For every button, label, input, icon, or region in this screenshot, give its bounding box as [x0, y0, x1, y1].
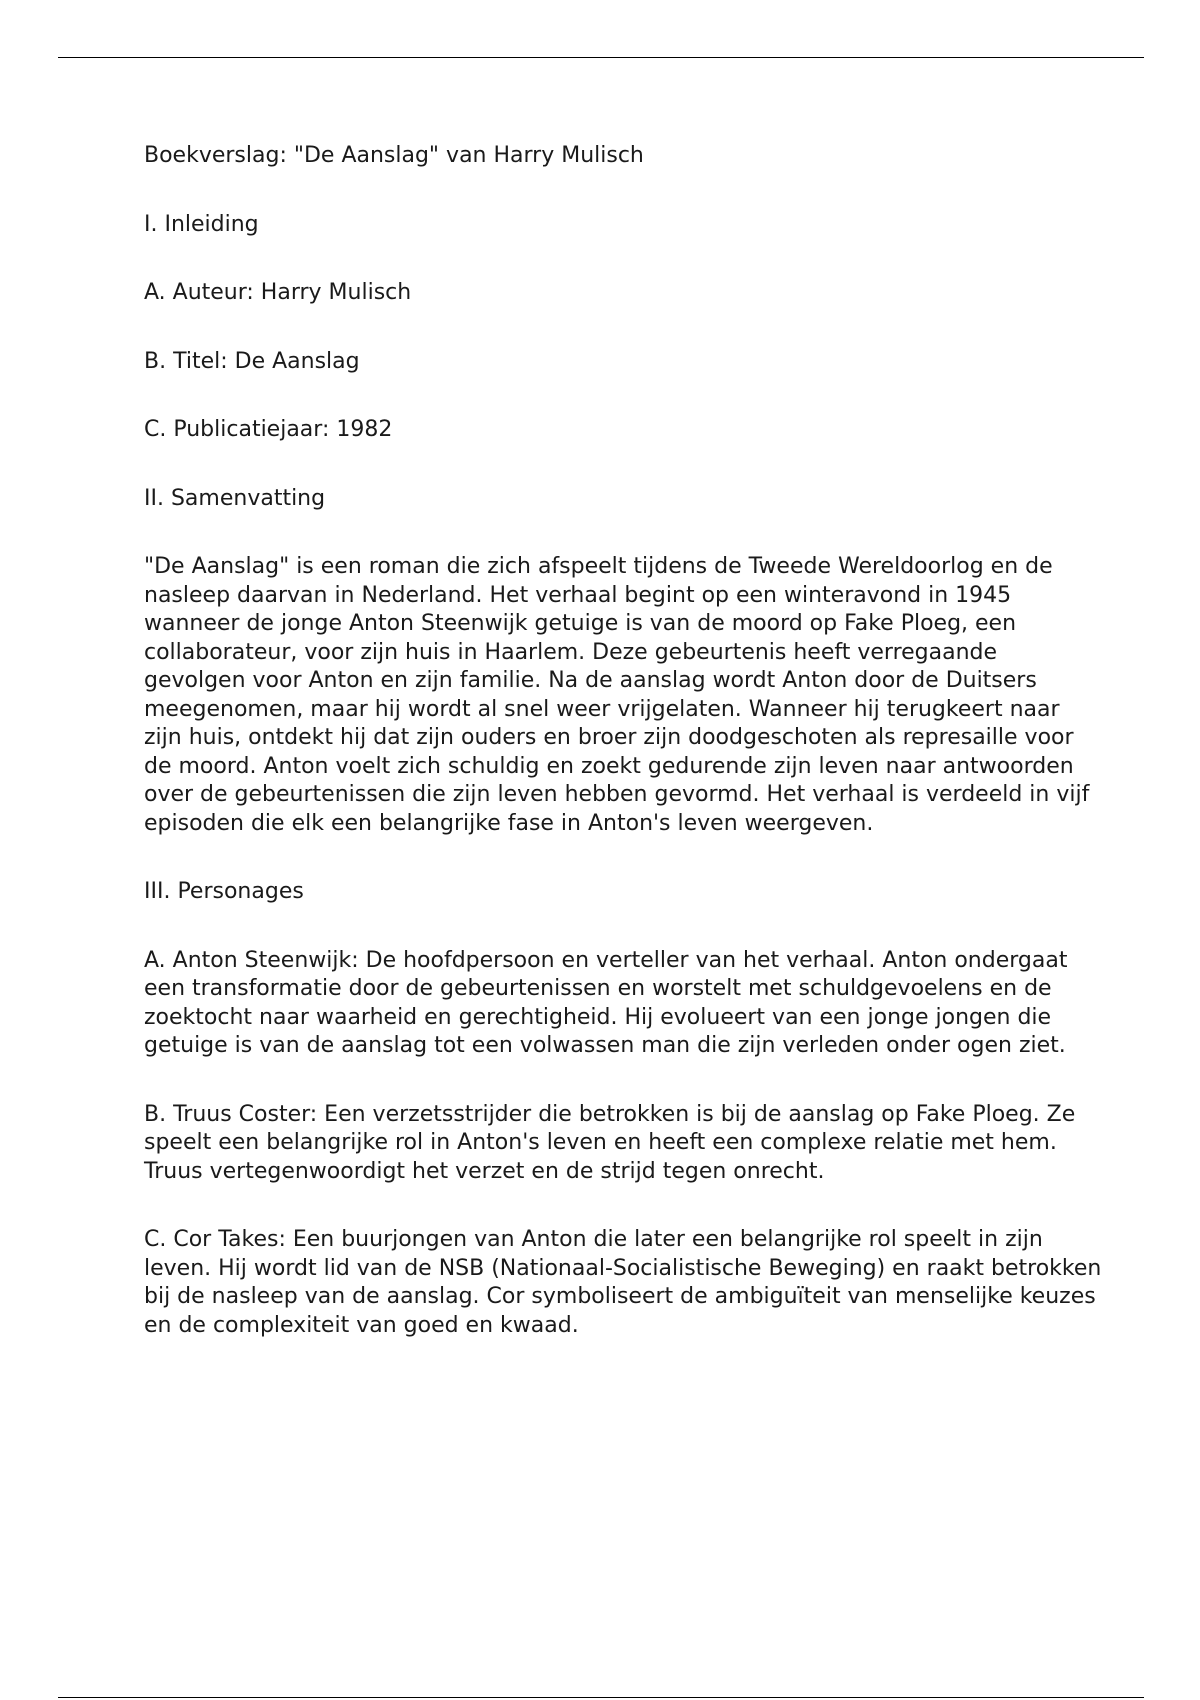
intro-title: B. Titel: De Aanslag — [144, 348, 360, 374]
top-rule — [58, 57, 1144, 58]
intro-author: A. Auteur: Harry Mulisch — [144, 280, 412, 305]
character-paragraph-cor: C. Cor Takes: Een buurjongen van Anton die later een belangrijke rol speelt in zijn leven. Hij wordt lid van de NSB (Nationaal-Socialistische Beweging) en raakt betrokken bij de nasleep van de aanslag. Cor symboliseert de ambiguïteit van menselijke keuzes en de complexiteit van goed en kwaad. — [144, 1227, 1102, 1338]
summary-paragraph: "De Aanslag" is een roman die zich afspeelt tijdens de Tweede Wereldoorlog en de nasleep daarvan in Nederland. Het verhaal begint op een winteravond in 1945 wanneer de jonge Anton Steenwijk getuige is van de moord op Fake Ploeg, een collaborateur, voor zijn huis in Haarlem. Deze gebeurtenis heeft verregaande gevolgen voor Anton en zijn familie. Na de aanslag wordt Anton door de Duitsers meegenomen, maar hij wordt al snel weer vrijgelaten. Wanneer hij terugkeert naar zijn huis, ontdekt hij dat zijn ouders en broer zijn doodgeschoten als represaille voor de moord. Anton voelt zich schuldig en zoekt gedurende zijn leven naar antwoorden over de gebeurtenissen die zijn leven hebben gevormd. Het verhaal is verdeeld in vijf episoden die elk een belangrijke fase in Anton's leven weergeven. — [144, 554, 1090, 836]
document-title: Boekverslag: "De Aanslag" van Harry Mulisch — [144, 143, 644, 168]
section-heading-summary: II. Samenvatting — [144, 485, 326, 511]
bottom-rule — [58, 1697, 1144, 1698]
section-heading-characters: III. Personages — [144, 879, 304, 904]
document-body — [144, 142, 1104, 1380]
character-paragraph-anton: A. Anton Steenwijk: De hoofdpersoon en verteller van het verhaal. Anton ondergaat een transformatie door de gebeurtenissen en worstelt met schuldgevoelens en de zoektocht naar waarheid en gerechtigheid. Hij evolueert van een jonge jongen die getuige is van de aanslag tot een volwassen man die zijn verleden onder ogen ziet. — [144, 947, 1068, 1058]
character-paragraph-truus: B. Truus Coster: Een verzetsstrijder die betrokken is bij de aanslag op Fake Ploeg. Ze speelt een belangrijke rol in Anton's leven en heeft een complexe relatie met hem. Truus vertegenwoordigt het verzet en de strijd tegen onrecht. — [144, 1101, 1076, 1184]
section-heading-introduction: I. Inleiding — [144, 211, 259, 237]
intro-publication-year: C. Publicatiejaar: 1982 — [144, 417, 393, 442]
